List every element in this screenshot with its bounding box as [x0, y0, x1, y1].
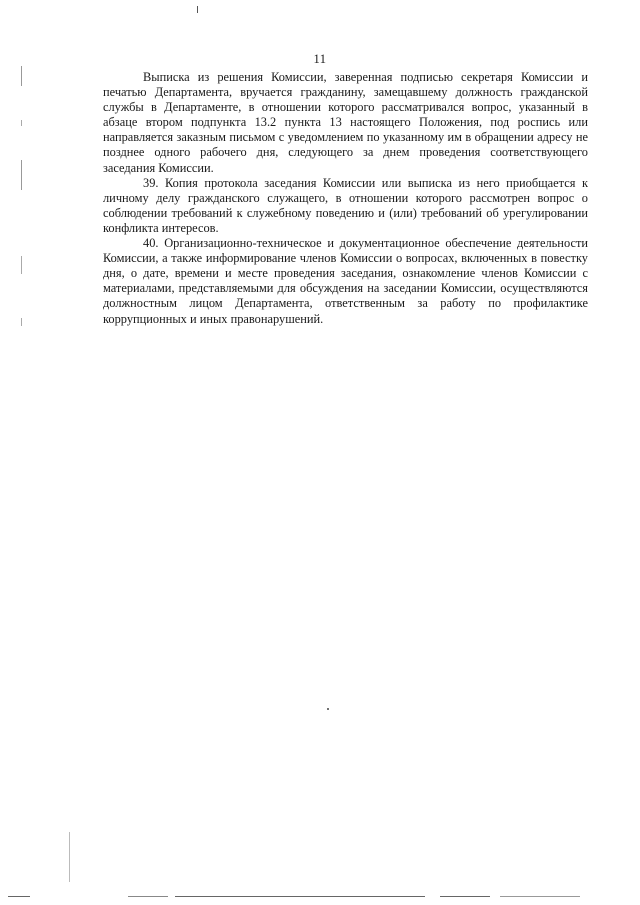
scan-artifact-left-5	[21, 318, 22, 326]
page-number: 11	[313, 52, 327, 66]
paragraph-extract-delivery: Выписка из решения Комиссии, заверенная подписью секретаря Комиссии и печатью Департамента, вручается гражданину, замещавшему должность гражданской службы в Департаменте, в отношении которого рассматривался вопрос, указанный в абзаце втором подпункта 13.2 пункта 13 настоящего Положения, под роспись или направляется заказным письмом с уведомлением по указанному им в обращении адресу не позднее одного рабочего дня, следующего за днем проведения соответствующего заседания Комиссии.	[103, 70, 588, 175]
scan-edge-line	[8, 896, 30, 897]
scan-edge-line	[440, 896, 490, 897]
document-body	[103, 70, 588, 327]
scan-artifact-left-6	[69, 832, 70, 882]
paragraph-40: 40. Организационно-техническое и документационное обеспечение деятельности Комиссии, а также информирование членов Комиссии о вопросах, включенных в повестку дня, о дате, времени и месте проведения заседания, ознакомление членов Комиссии с материалами, представляемыми для обсуждения на заседании Комиссии, осуществляются должностным лицом Департамента, ответственным за работу по профилактике коррупционных и иных правонарушений.	[103, 236, 588, 326]
scan-artifact-left-3	[21, 160, 22, 190]
scan-artifact-left-4	[21, 256, 22, 274]
scan-artifact-left-1	[21, 66, 22, 86]
scan-artifact-left-2	[21, 120, 22, 126]
scan-artifact-top	[197, 6, 198, 13]
paragraph-39: 39. Копия протокола заседания Комиссии или выписка из него приобщается к личному делу гражданского служащего, в отношении которого рассмотрен вопрос о соблюдении требований к служебному поведению и (или) требований об урегулировании конфликта интересов.	[103, 175, 588, 235]
scan-edge-line	[500, 896, 580, 897]
scan-dot	[327, 708, 329, 710]
scan-edge-line	[175, 896, 425, 897]
scan-edge-line	[128, 896, 168, 897]
